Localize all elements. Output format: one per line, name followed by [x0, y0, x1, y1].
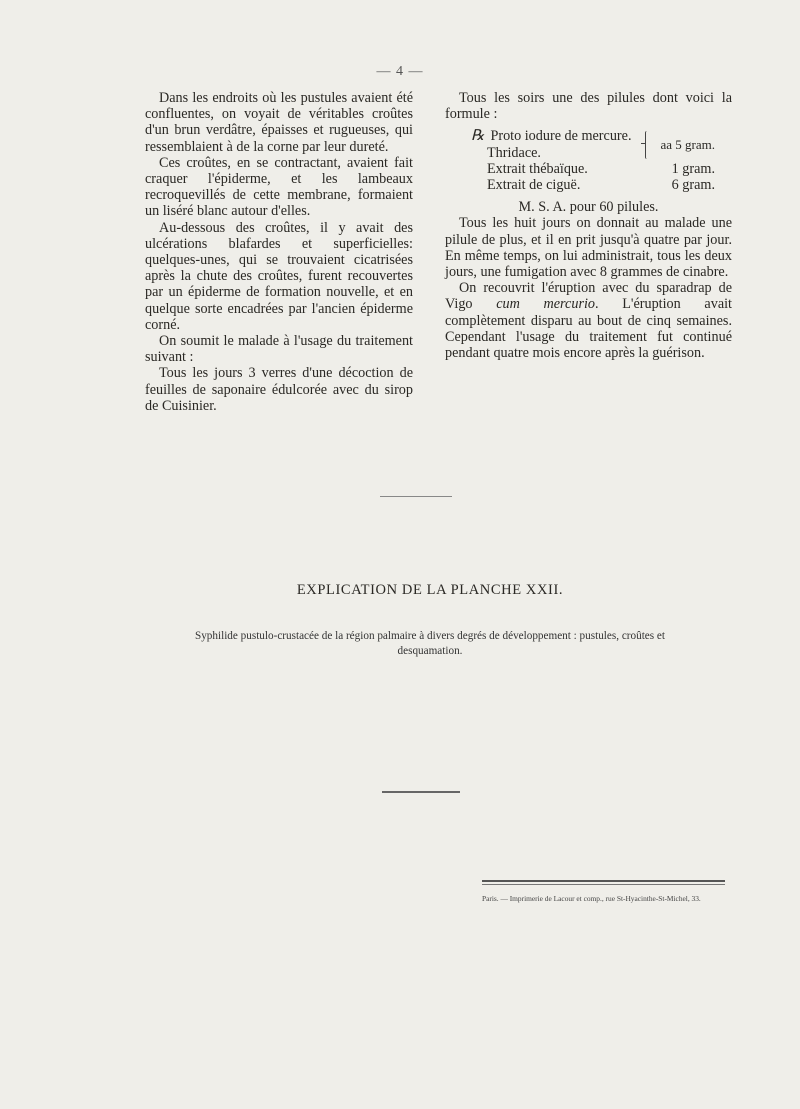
formula-qty: aa 5 gram. — [660, 136, 715, 152]
formula-grouped-items — [471, 128, 715, 160]
paragraph: Ces croûtes, en se contractant, avaient fait craquer l'épiderme, et les lambeaux recroquevillés de cette membrane, formaient un liséré blanc autour d'elles. — [145, 154, 413, 220]
paragraph: Dans les endroits où les pustules avaient été confluentes, on voyait de véritables croûtes d'un brun verdâtre, épaisses et rugueuses, qui ressemblaient à de la corne par leur dureté. — [145, 90, 413, 155]
paragraph: Tous les huit jours on donnait au malade une pilule de plus, et il en prit jusqu'à quatre par jour. En même temps, on lui administrait, tous les deux jours, une fumigation avec 8 grammes de cinabre. — [445, 215, 732, 281]
italic-latin: cum mercurio — [496, 296, 596, 313]
formula-item: Thridace. — [487, 144, 541, 161]
formula-item: Extrait thébaïque. 1 gram. — [487, 160, 715, 177]
paragraph: On recouvrit l'éruption avec du sparadrap de Vigo cum mercurio. L'éruption avait complètement disparu au bout de cinq semaines. Cependant l'usage du traitement fut continué pendant quatre mois encore après la guérison. — [445, 280, 732, 362]
ornamental-divider — [382, 791, 460, 793]
paragraph: Au-dessous des croûtes, il y avait des ulcérations blafardes et superficielles: quelques-unes, qui se trouvaient cicatrisées après la chute des croûtes, furent recouvertes par un épiderme de formation nouvelle, et en quelque sorte encadrées par l'ancien épiderme corné. — [145, 219, 413, 333]
right-column — [445, 90, 732, 361]
imprint-rule — [482, 884, 725, 885]
page-number: — 4 — — [376, 64, 424, 79]
formula-item: Extrait de ciguë. 6 gram. — [487, 177, 715, 194]
formula-intro: Tous les soirs une des pilules dont voici la formule : — [445, 90, 732, 123]
brace-icon — [645, 131, 654, 159]
formula-item: ℞ Proto iodure de mercure. — [471, 128, 632, 145]
imprint-rule — [482, 880, 725, 882]
plate-title: EXPLICATION DE LA PLANCHE XXII. — [296, 582, 564, 598]
recipe-symbol-icon: ℞ — [471, 128, 485, 145]
formula-qty: 1 gram. — [671, 160, 715, 177]
formula-ms: M. S. A. pour 60 pilules. — [518, 199, 659, 216]
paragraph: On soumit le malade à l'usage du traitement suivant : — [145, 333, 413, 366]
prescription-formula — [471, 128, 715, 193]
printer-imprint: Paris. — Imprimerie de Lacour et comp., rue St-Hyacinthe-St-Michel, 33. — [482, 894, 701, 903]
formula-qty: 6 gram. — [671, 177, 715, 194]
section-divider — [380, 496, 452, 497]
plate-description: Syphilide pustulo-crustacée de la région palmaire à divers degrés de développement : pustules, croûtes et desquamation. — [194, 630, 666, 657]
paragraph: Tous les jours 3 verres d'une décoction de feuilles de saponaire édulcorée avec du sirop de Cuisinier. — [145, 365, 413, 414]
left-column — [145, 90, 413, 414]
